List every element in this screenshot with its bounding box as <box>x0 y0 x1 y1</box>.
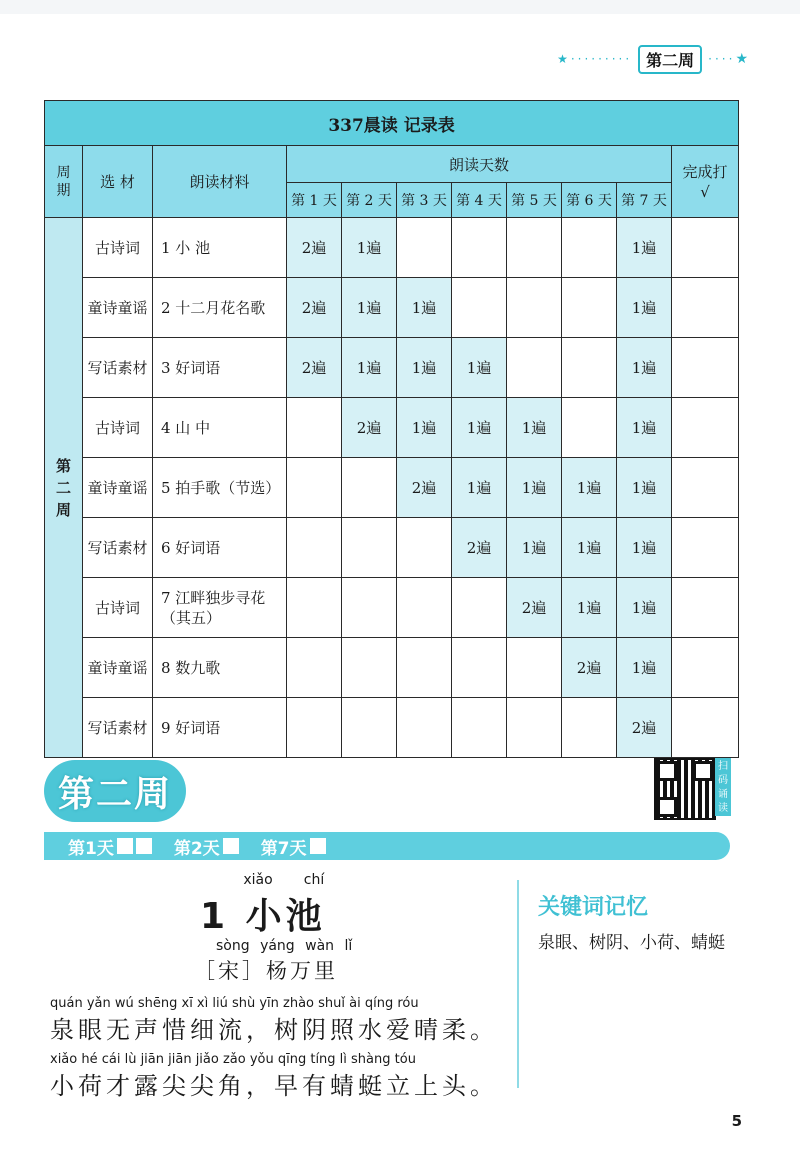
day-cell: 1遍 <box>617 638 672 698</box>
week-tag <box>557 44 748 74</box>
top-strip <box>0 0 800 14</box>
day-checkbox[interactable] <box>136 838 152 854</box>
material-cell: 2 十二月花名歌 <box>153 278 287 338</box>
material-cell: 3 好词语 <box>153 338 287 398</box>
header-day-1: 第 1 天 <box>287 183 342 218</box>
pinyin-xiao: xiǎo <box>243 872 273 888</box>
day-cell <box>287 398 342 458</box>
day-marker <box>261 834 326 859</box>
page-number: 5 <box>731 1112 742 1130</box>
day-cell <box>397 518 452 578</box>
day-cell <box>397 218 452 278</box>
day-cell: 1遍 <box>397 398 452 458</box>
table-row <box>45 698 739 758</box>
week-tag-label: 第二周 <box>638 45 702 74</box>
day-cell <box>342 698 397 758</box>
author-pinyin: sòng yáng wàn lǐ <box>216 938 353 954</box>
category-cell: 童诗童谣 <box>83 638 153 698</box>
keywords-text: 泉眼、树阴、小荷、蜻蜓 <box>538 933 725 953</box>
material-cell: 4 山 中 <box>153 398 287 458</box>
day-cell: 1遍 <box>617 398 672 458</box>
line2-pinyin: xiǎo hé cái lù jiān jiān jiǎo zǎo yǒu qīng tíng lì shàng tóu <box>50 1052 416 1067</box>
day-marker <box>68 834 152 859</box>
reading-record-table <box>44 100 739 758</box>
day-cell: 1遍 <box>342 218 397 278</box>
day-cell <box>342 638 397 698</box>
day-cell: 2遍 <box>287 278 342 338</box>
pinyin-chi: chí <box>303 872 325 888</box>
star-icon: ★ <box>735 51 748 67</box>
day-checkbox[interactable] <box>310 838 326 854</box>
category-cell: 写话素材 <box>83 698 153 758</box>
day-marker-label: 第2天 <box>173 838 220 859</box>
day-cell <box>397 698 452 758</box>
table-row <box>45 578 739 638</box>
table-title: 337晨读 记录表 <box>45 101 739 146</box>
day-cell <box>507 278 562 338</box>
day-cell <box>507 698 562 758</box>
day-cell <box>562 218 617 278</box>
day-cell: 1遍 <box>617 338 672 398</box>
day-cell: 1遍 <box>617 578 672 638</box>
day-marker-label: 第7天 <box>260 838 307 859</box>
header-done: 完成打√ <box>672 146 739 218</box>
day-cell <box>397 578 452 638</box>
day-cell <box>507 338 562 398</box>
header-days-group: 朗读天数 <box>287 146 672 183</box>
day-checkbox[interactable] <box>117 838 133 854</box>
poem-title <box>200 888 326 939</box>
day-cell: 2遍 <box>287 218 342 278</box>
day-checkbox[interactable] <box>223 838 239 854</box>
day-cell: 1遍 <box>617 518 672 578</box>
done-checkbox-cell[interactable] <box>672 218 739 278</box>
day-cell <box>562 398 617 458</box>
done-checkbox-cell[interactable] <box>672 698 739 758</box>
poem-author: ［宋］杨万里 <box>194 959 338 983</box>
done-checkbox-cell[interactable] <box>672 338 739 398</box>
day-cell <box>562 338 617 398</box>
table-row <box>45 518 739 578</box>
keywords-title: 关键词记忆 <box>538 895 649 920</box>
day-cell <box>342 578 397 638</box>
header-day-2: 第 2 天 <box>342 183 397 218</box>
column-divider <box>517 880 519 1088</box>
day-cell: 1遍 <box>562 458 617 518</box>
week-label: 第二周 <box>55 456 71 519</box>
header-day-5: 第 5 天 <box>507 183 562 218</box>
material-cell: 5 拍手歌（节选） <box>153 458 287 518</box>
done-checkbox-cell[interactable] <box>672 518 739 578</box>
day-cell: 2遍 <box>397 458 452 518</box>
day-cell <box>287 698 342 758</box>
day-cell <box>452 578 507 638</box>
day-progress-bar <box>44 832 730 860</box>
table-row <box>45 338 739 398</box>
dots-decoration: ★········· <box>557 52 633 66</box>
day-cell: 1遍 <box>507 398 562 458</box>
day-cell: 2遍 <box>562 638 617 698</box>
day-cell: 1遍 <box>342 278 397 338</box>
poem-title-text: 小池 <box>245 896 326 937</box>
day-cell: 1遍 <box>507 458 562 518</box>
day-cell: 2遍 <box>507 578 562 638</box>
day-cell <box>452 698 507 758</box>
header-day-6: 第 6 天 <box>562 183 617 218</box>
day-cell: 2遍 <box>342 398 397 458</box>
day-cell <box>342 518 397 578</box>
category-cell: 写话素材 <box>83 338 153 398</box>
day-cell: 2遍 <box>452 518 507 578</box>
day-cell: 1遍 <box>562 578 617 638</box>
day-cell <box>397 638 452 698</box>
material-cell: 1 小 池 <box>153 218 287 278</box>
day-cell <box>562 698 617 758</box>
poem-title-pinyin <box>230 872 342 888</box>
category-cell: 古诗词 <box>83 218 153 278</box>
category-cell: 古诗词 <box>83 578 153 638</box>
dots-decoration-right: ···· <box>708 52 736 66</box>
day-cell: 1遍 <box>342 338 397 398</box>
done-checkbox-cell[interactable] <box>672 398 739 458</box>
qr-label: 扫码诵读 <box>715 758 731 816</box>
day-cell <box>507 218 562 278</box>
table-row <box>45 398 739 458</box>
done-checkbox-cell[interactable] <box>672 458 739 518</box>
day-cell: 1遍 <box>507 518 562 578</box>
day-cell: 1遍 <box>452 458 507 518</box>
week-label-cell <box>45 218 83 758</box>
day-cell <box>287 458 342 518</box>
category-cell: 童诗童谣 <box>83 278 153 338</box>
header-day-7: 第 7 天 <box>617 183 672 218</box>
day-cell <box>562 278 617 338</box>
category-cell: 古诗词 <box>83 398 153 458</box>
day-cell: 2遍 <box>617 698 672 758</box>
day-cell <box>452 278 507 338</box>
category-cell: 写话素材 <box>83 518 153 578</box>
day-cell: 1遍 <box>617 218 672 278</box>
material-cell: 8 数九歌 <box>153 638 287 698</box>
table-row <box>45 278 739 338</box>
line2-text: 小荷才露尖尖角，早有蜻蜓立上头。 <box>50 1072 498 1100</box>
day-cell: 1遍 <box>452 398 507 458</box>
header-day-4: 第 4 天 <box>452 183 507 218</box>
day-cell: 2遍 <box>287 338 342 398</box>
category-cell: 童诗童谣 <box>83 458 153 518</box>
day-cell: 1遍 <box>562 518 617 578</box>
done-checkbox-cell[interactable] <box>672 638 739 698</box>
day-cell: 1遍 <box>617 458 672 518</box>
material-cell: 9 好词语 <box>153 698 287 758</box>
day-cell: 1遍 <box>397 278 452 338</box>
done-checkbox-cell[interactable] <box>672 278 739 338</box>
header-material: 朗读材料 <box>153 146 287 218</box>
qr-code[interactable] <box>654 758 716 820</box>
day-cell <box>507 638 562 698</box>
day-cell: 1遍 <box>452 338 507 398</box>
day-cell <box>287 578 342 638</box>
day-cell: 1遍 <box>397 338 452 398</box>
line1-pinyin: quán yǎn wú shēng xī xì liú shù yīn zhào shuǐ ài qíng róu <box>50 996 419 1011</box>
day-marker-label: 第1天 <box>68 838 114 859</box>
day-cell: 1遍 <box>617 278 672 338</box>
day-cell <box>452 638 507 698</box>
day-marker <box>174 834 239 859</box>
day-cell <box>452 218 507 278</box>
poem-number: 1 <box>200 896 230 937</box>
header-category: 选 材 <box>83 146 153 218</box>
material-cell: 7 江畔独步寻花（其五） <box>153 578 287 638</box>
table-row <box>45 458 739 518</box>
table-row <box>45 638 739 698</box>
material-cell: 6 好词语 <box>153 518 287 578</box>
day-cell <box>342 458 397 518</box>
day-cell <box>287 518 342 578</box>
day-cell <box>287 638 342 698</box>
week-heading: 第二周 <box>44 760 186 822</box>
header-day-3: 第 3 天 <box>397 183 452 218</box>
done-checkbox-cell[interactable] <box>672 578 739 638</box>
line1-text: 泉眼无声惜细流，树阴照水爱晴柔。 <box>50 1016 498 1044</box>
header-period: 周期 <box>45 146 83 218</box>
table-row <box>45 218 739 278</box>
